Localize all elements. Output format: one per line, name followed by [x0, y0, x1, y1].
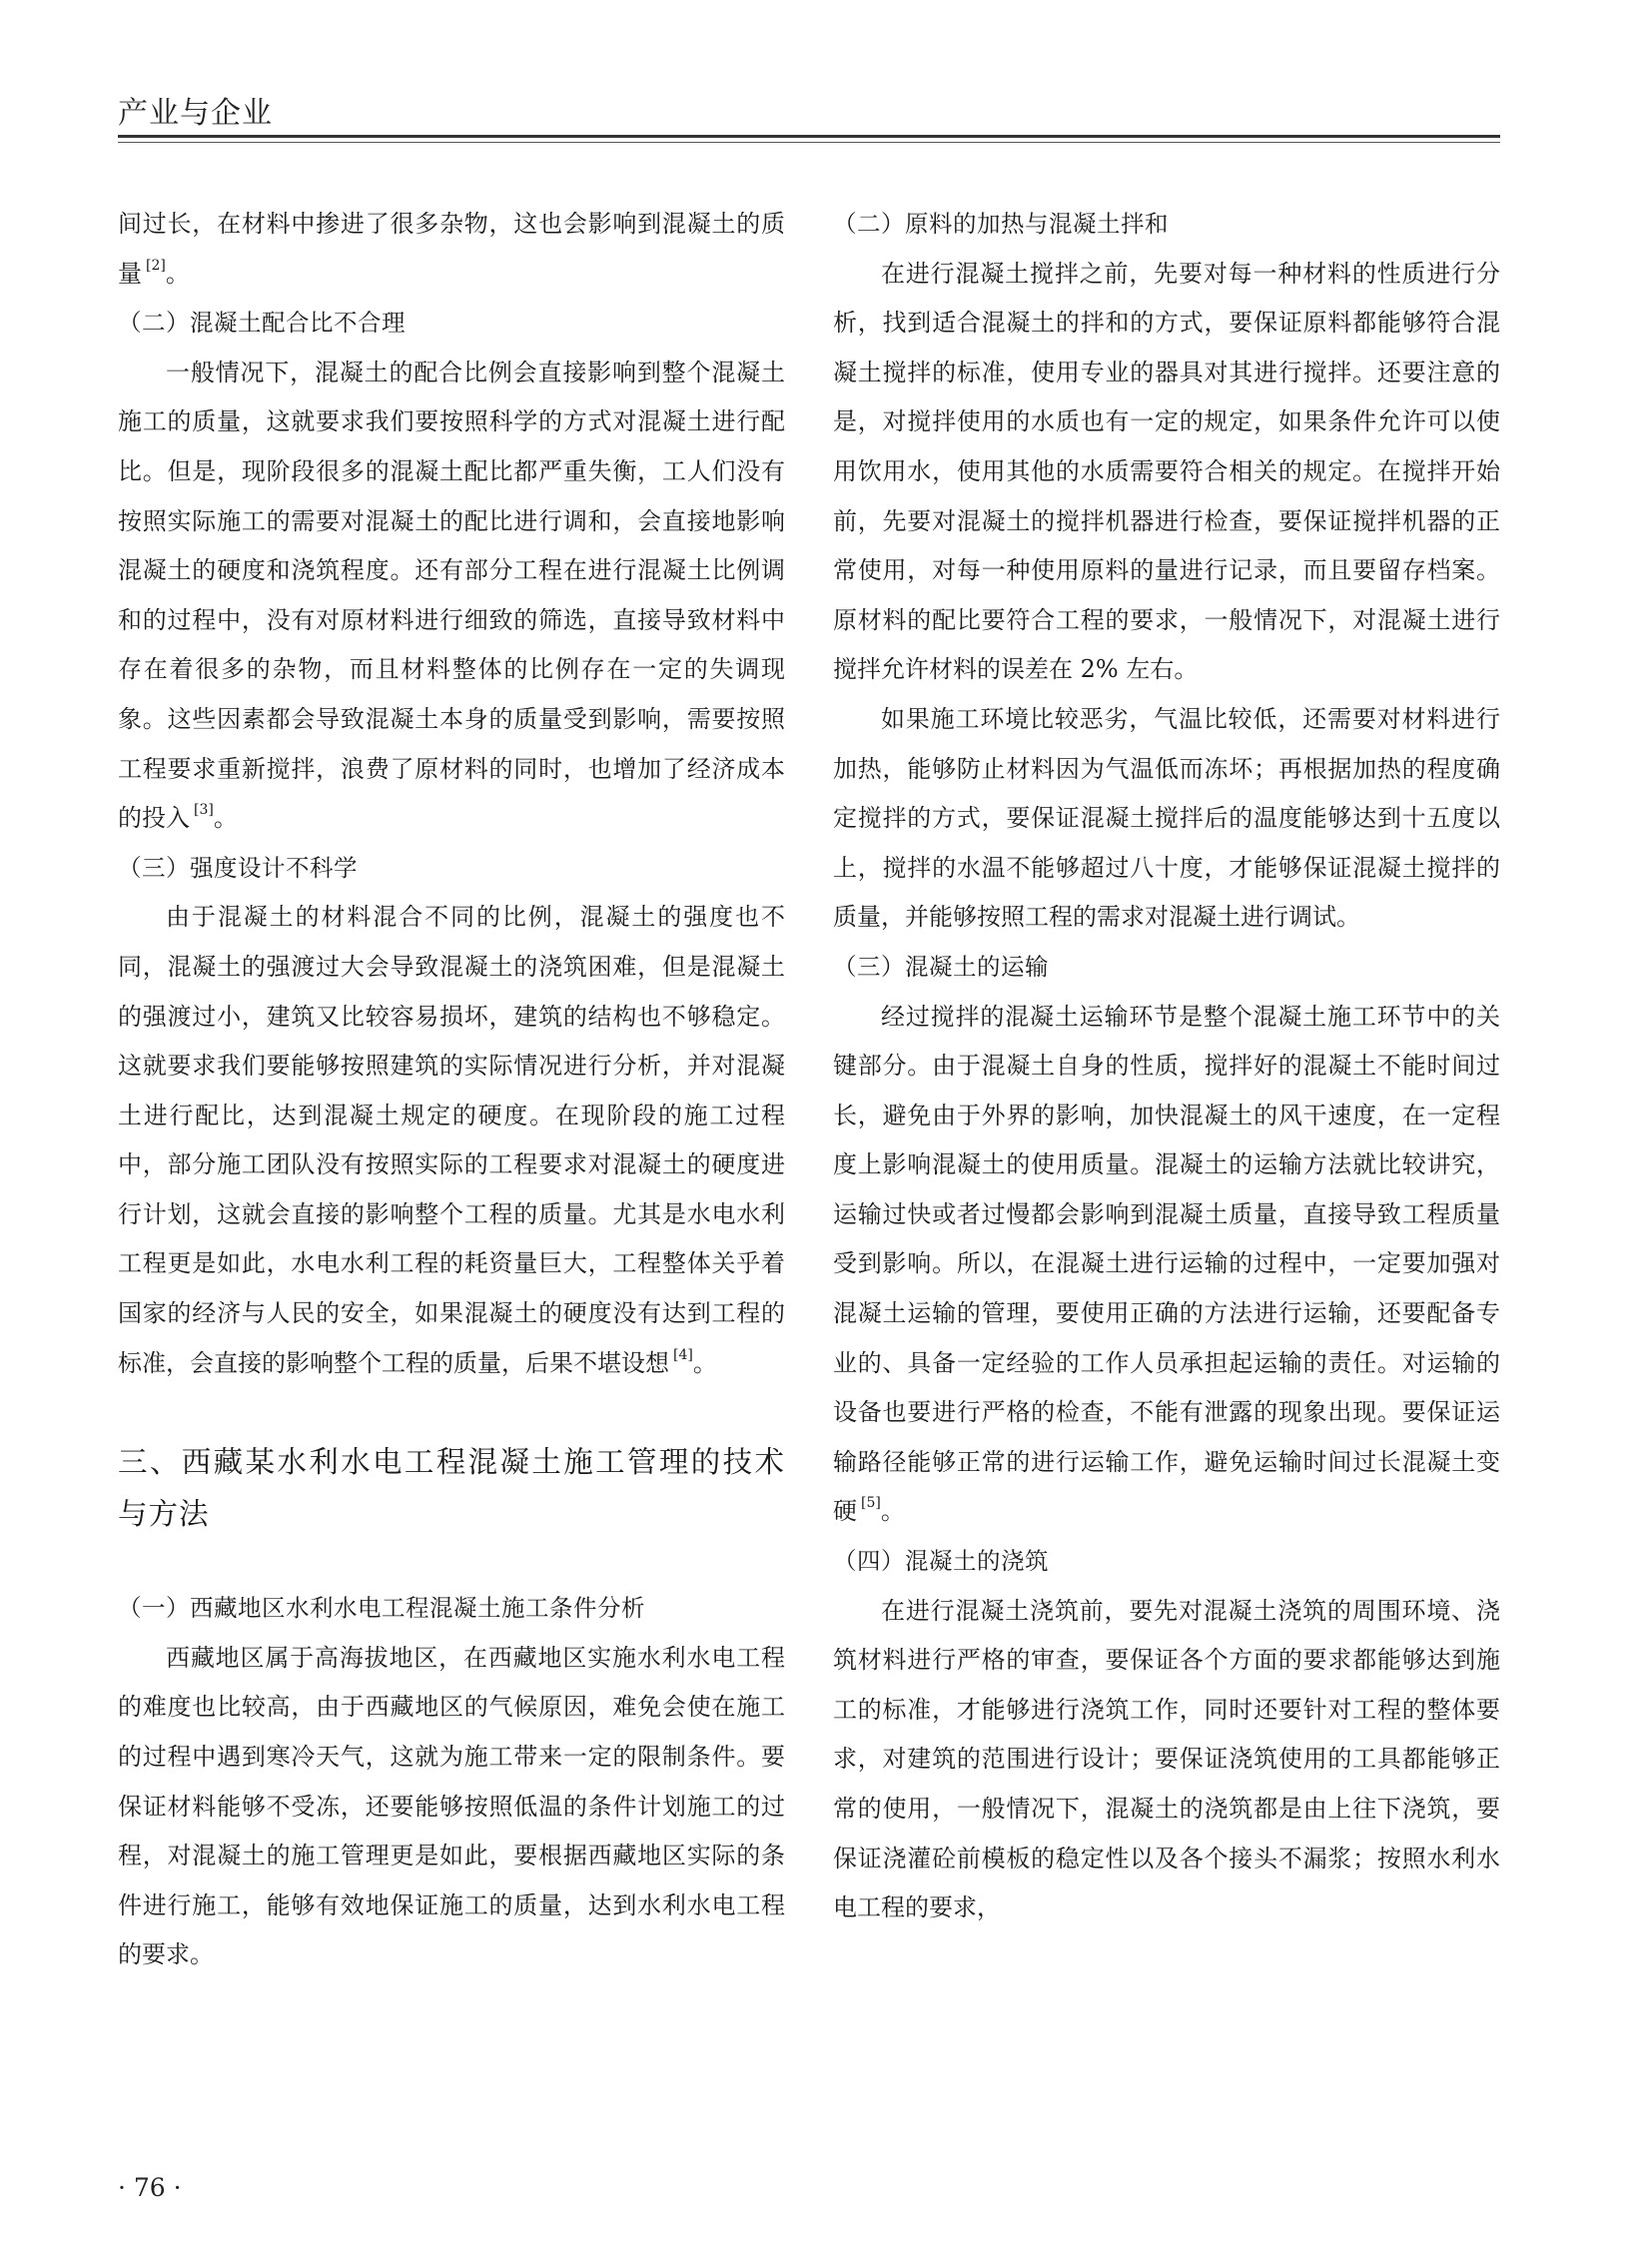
paragraph: 在进行混凝土浇筑前，要先对混凝土浇筑的周围环境、浇筑材料进行严格的审查，要保证各个方面的要求都能够达到施工的标准，才能够进行浇筑工作，同时还要针对工程的整体要求，对建筑的范围进行设计；要保证浇筑使用的工具都能够正常的使用，一般情况下，混凝土的浇筑都是由上往下浇筑，要保证浇灌砼前模板的稳定性以及各个接头不漏浆；按照水利水电工程的要求， [833, 1596, 1500, 1922]
running-head-title: 产业与企业 [118, 96, 273, 131]
subsection-heading: （二）原料的加热与混凝土拌和 [833, 210, 1169, 238]
subsection-heading: （一）西藏地区水利水电工程混凝土施工条件分析 [118, 1594, 645, 1623]
subsection-heading: （二）混凝土配合比不合理 [118, 309, 406, 338]
paragraph: 经过搅拌的混凝土运输环节是整个混凝土施工环节中的关键部分。由于混凝土自身的性质，搅拌好的混凝土不能时间过长，避免由于外界的影响，加快混凝土的风干速度，在一定程度上影响混凝土的使用质量。混凝土的运输方法就比较讲究，运输过快或者过慢都会影响到混凝土质量，直接导致工程质量受到影响。所以，在混凝土进行运输的过程中，一定要加强对混凝土运输的管理，要使用正确的方法进行运输，还要配备专业的、具备一定经验的工作人员承担起运输的责任。对运输的设备也要进行严格的检查，不能有泄露的现象出现。要保证运输路径能够正常的进行运输工作，避免运输时间过长混凝土变硬 [5]。 [833, 1002, 1500, 1526]
paragraph: 在进行混凝土搅拌之前，先要对每一种材料的性质进行分析，找到适合混凝土的拌和的方式，要保证原料都能够符合混凝土搅拌的标准，使用专业的器具对其进行搅拌。还要注意的是，对搅拌使用的水质也有一定的规定，如果条件允许可以使用饮用水，使用其他的水质需要符合相关的规定。在搅拌开始前，先要对混凝土的搅拌机器进行检查，要保证搅拌机器的正常使用，对每一种使用原料的量进行记录，而且要留存档案。原材料的配比要符合工程的要求，一般情况下，对混凝土进行搅拌允许材料的误差在 2% 左右。 [833, 259, 1500, 684]
paragraph: 西藏地区属于高海拔地区，在西藏地区实施水利水电工程的难度也比较高，由于西藏地区的气候原因，难免会使在施工的过程中遇到寒冷天气，这就为施工带来一定的限制条件。要保证材料能够不受冻，还要能够按照低温的条件计划施工的过程，对混凝土的施工管理更是如此，要根据西藏地区实际的条件进行施工，能够有效地保证施工的质量，达到水利水电工程的要求。 [118, 1643, 785, 1969]
subsection-heading: （三）强度设计不科学 [118, 853, 358, 882]
right-column [833, 200, 1500, 1933]
citation-ref: [2] [146, 257, 166, 274]
header-rule-thick [118, 135, 1500, 138]
paragraph: 由于混凝土的材料混合不同的比例，混凝土的强度也不同，混凝土的强渡过大会导致混凝土的浇筑困难，但是混凝土的强渡过小，建筑又比较容易损坏，建筑的结构也不够稳定。这就要求我们要能够按照建筑的实际情况进行分析，并对混凝土进行配比，达到混凝土规定的硬度。在现阶段的施工过程中，部分施工团队没有按照实际的工程要求对混凝土的硬度进行计划，这就会直接的影响整个工程的质量。尤其是水电水利工程更是如此，水电水利工程的耗资量巨大，工程整体关乎着国家的经济与人民的安全，如果混凝土的硬度没有达到工程的标准，会直接的影响整个工程的质量，后果不堪设想 [4]。 [118, 903, 785, 1377]
paragraph: 一般情况下，混凝土的配合比例会直接影响到整个混凝土施工的质量，这就要求我们要按照科学的方式对混凝土进行配比。但是，现阶段很多的混凝土配比都严重失衡，工人们没有按照实际施工的需要对混凝土的配比进行调和，会直接地影响混凝土的硬度和浇筑程度。还有部分工程在进行混凝土比例调和的过程中，没有对原材料进行细致的筛选，直接导致材料中存在着很多的杂物，而且材料整体的比例存在一定的失调现象。这些因素都会导致混凝土本身的质量受到影响，需要按照工程要求重新搅拌，浪费了原材料的同时，也增加了经济成本的投入 [3]。 [118, 358, 785, 833]
citation-ref: [5] [861, 1495, 881, 1512]
subsection-heading: （三）混凝土的运输 [833, 952, 1049, 981]
section-heading: 三、西藏某水利水电工程混凝土施工管理的技术与方法 [118, 1445, 785, 1532]
paragraph: 间过长，在材料中掺进了很多杂物，这也会影响到混凝土的质量 [2]。 [118, 210, 785, 288]
page-number: · 76 · [118, 2173, 182, 2202]
citation-ref: [3] [194, 802, 214, 819]
paragraph: 如果施工环境比较恶劣，气温比较低，还需要对材料进行加热，能够防止材料因为气温低而冻坏；再根据加热的程度确定搅拌的方式，要保证混凝土搅拌后的温度能够达到十五度以上，搅拌的水温不能够超过八十度，才能够保证混凝土搅拌的质量，并能够按照工程的需求对混凝土进行调试。 [833, 704, 1500, 932]
citation-ref: [4] [673, 1346, 693, 1363]
left-column [118, 200, 785, 1980]
subsection-heading: （四）混凝土的浇筑 [833, 1547, 1049, 1576]
header-rule-thin [118, 142, 1500, 143]
